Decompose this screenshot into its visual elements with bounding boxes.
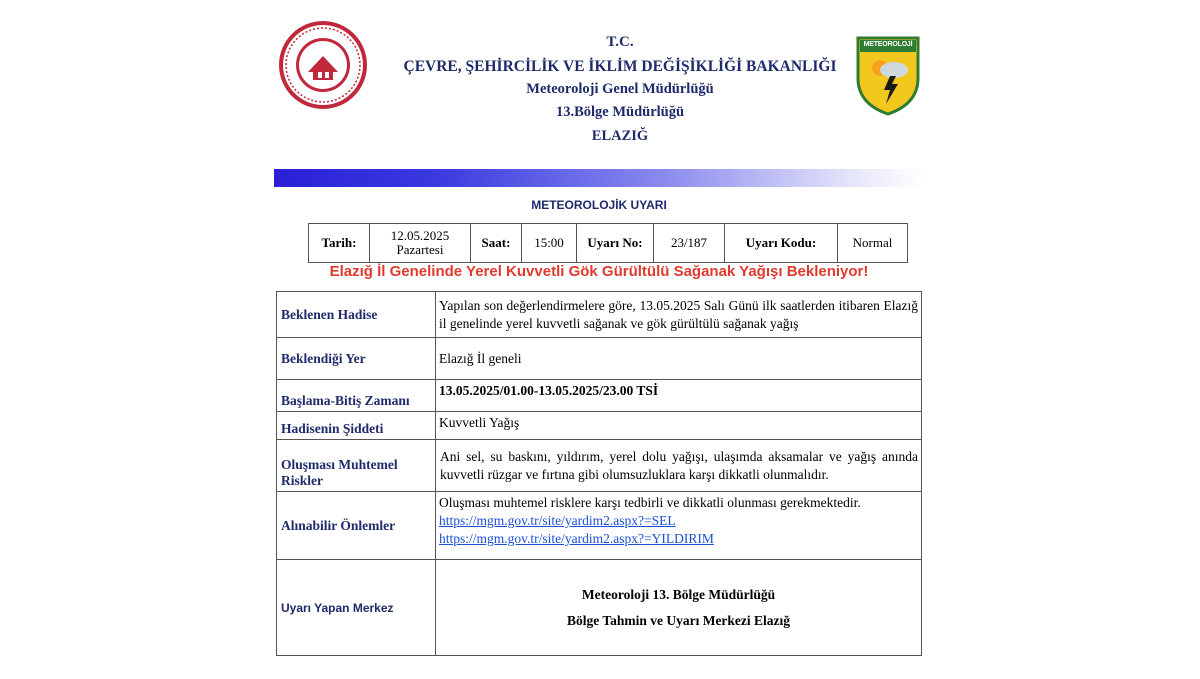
- time-value: 15:00: [522, 224, 577, 263]
- header-city: ELAZIĞ: [591, 128, 649, 144]
- meteorology-logo-text: METEOROLOJİ: [863, 41, 913, 48]
- issuing-center-line1: Meteoroloji 13. Bölge Müdürlüğü: [581, 586, 776, 602]
- warning-code-label: Uyarı Kodu:: [725, 224, 838, 263]
- header-ministry: ÇEVRE, ŞEHİRCİLİK VE İKLİM DEĞİŞİKLİĞİ BAKANLIĞI: [403, 58, 837, 75]
- warning-details-table: [276, 291, 922, 656]
- day-value: Pazartesi: [396, 242, 444, 257]
- warning-no-value: 23/187: [654, 224, 725, 263]
- table-row: [277, 412, 922, 440]
- table-row: [277, 440, 922, 492]
- possible-risks-value: Ani sel, su baskını, yıldırım, yerel dolu yağışı, ulaşımda aksamalar ve yağış anında kuvvetli rüzgar ve fırtına gibi olumsuzluklara karşı dikkatli olunmalıdır.: [436, 440, 922, 492]
- expected-event-label: Beklenen Hadise: [277, 292, 436, 338]
- table-row: [277, 492, 922, 560]
- meteorology-logo: [854, 34, 922, 116]
- warning-headline: Elazığ İl Genelinde Yerel Kuvvetli Gök Gürültülü Sağanak Yağışı Bekleniyor!: [329, 263, 869, 280]
- expected-place-value: Elazığ İl geneli: [436, 338, 922, 380]
- header-gradient-bar: [274, 169, 924, 187]
- table-row: [277, 380, 922, 412]
- warning-no-label: Uyarı No:: [577, 224, 654, 263]
- table-row: [277, 560, 922, 656]
- table-row: [277, 292, 922, 338]
- ministry-seal-logo: [278, 20, 368, 110]
- date-cell: [370, 224, 471, 263]
- flood-info-link[interactable]: https://mgm.gov.tr/site/yardim2.aspx?=SEL: [439, 513, 676, 528]
- issuing-center-label: Uyarı Yapan Merkez: [277, 560, 436, 656]
- date-label: Tarih:: [309, 224, 370, 263]
- header-tc: T.C.: [606, 34, 634, 50]
- header-directorate: Meteoroloji Genel Müdürlüğü: [526, 81, 714, 97]
- measures-cell: [436, 492, 922, 560]
- expected-event-value: Yapılan son değerlendirmelere göre, 13.05.2025 Salı Günü ilk saatlerden itibaren Elazığ il genelinde yerel kuvvetli sağanak ve gök gürültülü sağanak yağış: [436, 292, 922, 338]
- severity-value: Kuvvetli Yağış: [436, 412, 922, 440]
- issuing-center-cell: [436, 560, 922, 656]
- warning-code-value: Normal: [838, 224, 908, 263]
- measures-value: Oluşması muhtemel risklere karşı tedbirli ve dikkatli olunması gerekmektedir.: [439, 495, 861, 510]
- severity-label: Hadisenin Şiddeti: [277, 412, 436, 440]
- document-title: METEOROLOJİK UYARI: [531, 198, 667, 212]
- header-region: 13.Bölge Müdürlüğü: [555, 104, 685, 120]
- table-row: [277, 338, 922, 380]
- expected-place-label: Beklendiği Yer: [277, 338, 436, 380]
- measures-label: Alınabilir Önlemler: [277, 492, 436, 560]
- date-value: 12.05.2025: [390, 228, 450, 243]
- start-end-time-label: Başlama-Bitiş Zamanı: [277, 380, 436, 412]
- start-end-time-value: 13.05.2025/01.00-13.05.2025/23.00 TSİ: [436, 380, 922, 412]
- issuing-center-line2: Bölge Tahmin ve Uyarı Merkezi Elazığ: [566, 612, 791, 628]
- time-label: Saat:: [471, 224, 522, 263]
- possible-risks-label: Oluşması Muhtemel Riskler: [277, 440, 436, 492]
- warning-info-table: [308, 223, 908, 263]
- lightning-info-link[interactable]: https://mgm.gov.tr/site/yardim2.aspx?=YILDIRIM: [439, 531, 714, 546]
